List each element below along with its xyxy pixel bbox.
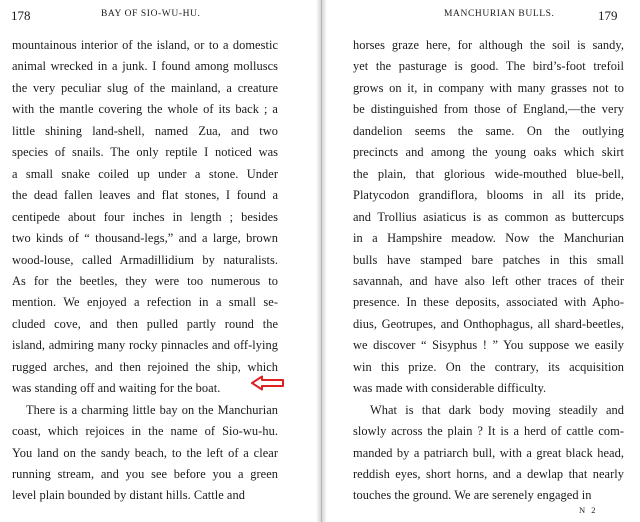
text-line: mention. We enjoyed a refection in a small se- xyxy=(12,295,278,310)
text-line: island, admiring many rocky pinnacles and off-lying xyxy=(12,338,278,353)
text-line: You land on the sandy beach, to the left of a clear xyxy=(12,445,278,460)
text-line: As for the beetles, they were too numerous to xyxy=(12,273,278,288)
text-line: animal wrecked in a junk. I found among molluscs xyxy=(12,59,278,74)
text-line: cluded cove, and then pulled partly round the xyxy=(12,316,278,331)
text-line: coast, which rejoices in the name of Sio-wu-hu. xyxy=(12,424,278,439)
text-line: touches the ground. We are serenely engaged in xyxy=(353,488,592,503)
text-line: wood-louse, called Armadillidium by naturalists. xyxy=(12,252,278,267)
text-line: There is a charming little bay on the Manchurian xyxy=(26,402,278,417)
left-page xyxy=(0,0,316,522)
book-gutter xyxy=(316,0,327,522)
text-line: What is that dark body moving steadily and xyxy=(370,402,624,417)
text-line: be distinguished from those of England,—the very xyxy=(353,102,624,117)
text-line: the very peculiar slug of the mainland, a creature xyxy=(12,80,278,95)
text-line: two kinds of “ thousand-legs,” and a large, brown xyxy=(12,231,278,246)
text-line: presence. In these deposits, associated with Apho- xyxy=(353,295,624,310)
text-line: win this prize. On the contrary, its acquisition xyxy=(353,359,624,374)
text-line: little shining land-shell, named Zua, and two xyxy=(12,123,278,138)
text-line: savannah, and have also left other traces of their xyxy=(353,273,624,288)
text-line: slowly across the plain ? It is a herd of cattle com- xyxy=(353,424,624,439)
text-line: grows on it, in company with many grasses not to xyxy=(353,80,624,95)
text-line: bulls have stamped bare patches in this small xyxy=(353,252,624,267)
text-line: the plain, that glorious wide-mouthed blue-bell, xyxy=(353,166,624,181)
text-line: was standing off and waiting for the boat. xyxy=(12,381,221,396)
text-line: with the mantle covering the whole of its back ; a xyxy=(12,102,278,117)
text-line: dius, Geotrupes, and Onthophagus, all shard-beetles, xyxy=(353,316,624,331)
text-line: horses graze here, for although the soil is sandy, xyxy=(353,38,624,52)
text-line: species of snails. The only reptile I noticed was xyxy=(12,145,278,160)
text-line: we discover “ Sisyphus ! ” You suppose we easily xyxy=(353,338,624,353)
text-line: level plain bounded by distant hills. Cattle and xyxy=(12,488,245,503)
text-line: a small snake coiled up under a stone. Under xyxy=(12,166,278,181)
left-arrow-icon xyxy=(250,375,286,391)
right-page xyxy=(327,0,640,522)
text-line: was made with considerable difficulty. xyxy=(353,381,547,396)
left-page-number: 178 xyxy=(11,8,31,23)
text-line: yet the pasturage is good. The bird’s-foot trefoil xyxy=(353,59,624,74)
signature-mark: N 2 xyxy=(579,505,598,515)
text-line: the dead fallen leaves and flat stones, I found a xyxy=(12,188,278,203)
text-line: centipede about four inches in length ; besides xyxy=(12,209,278,224)
text-line: manded by a patriarch bull, with a great black head, xyxy=(353,445,624,460)
text-line: rugged arches, and then rejoined the ship, which xyxy=(12,359,278,374)
left-running-title: BAY OF SIO-WU-HU. xyxy=(101,9,201,19)
text-line: mountainous interior of the island, or to a domestic xyxy=(12,38,278,52)
text-line: reddish eyes, short horns, and a dewlap that nearly xyxy=(353,467,624,481)
right-running-title: MANCHURIAN BULLS. xyxy=(444,9,555,19)
right-page-number: 179 xyxy=(598,8,618,23)
text-line: Platycodon grandiflora, blooms in all its pride, xyxy=(353,188,624,203)
text-line: and Trollius asiaticus is as common as buttercups xyxy=(353,209,624,224)
text-line: precincts and among the young oaks which skirt xyxy=(353,145,624,160)
text-line: dandelion seems the same. On the outlying xyxy=(353,123,624,138)
text-line: in a Hampshire meadow. Now the Manchurian xyxy=(353,231,624,246)
text-line: running stream, and you see before you a green xyxy=(12,467,278,481)
